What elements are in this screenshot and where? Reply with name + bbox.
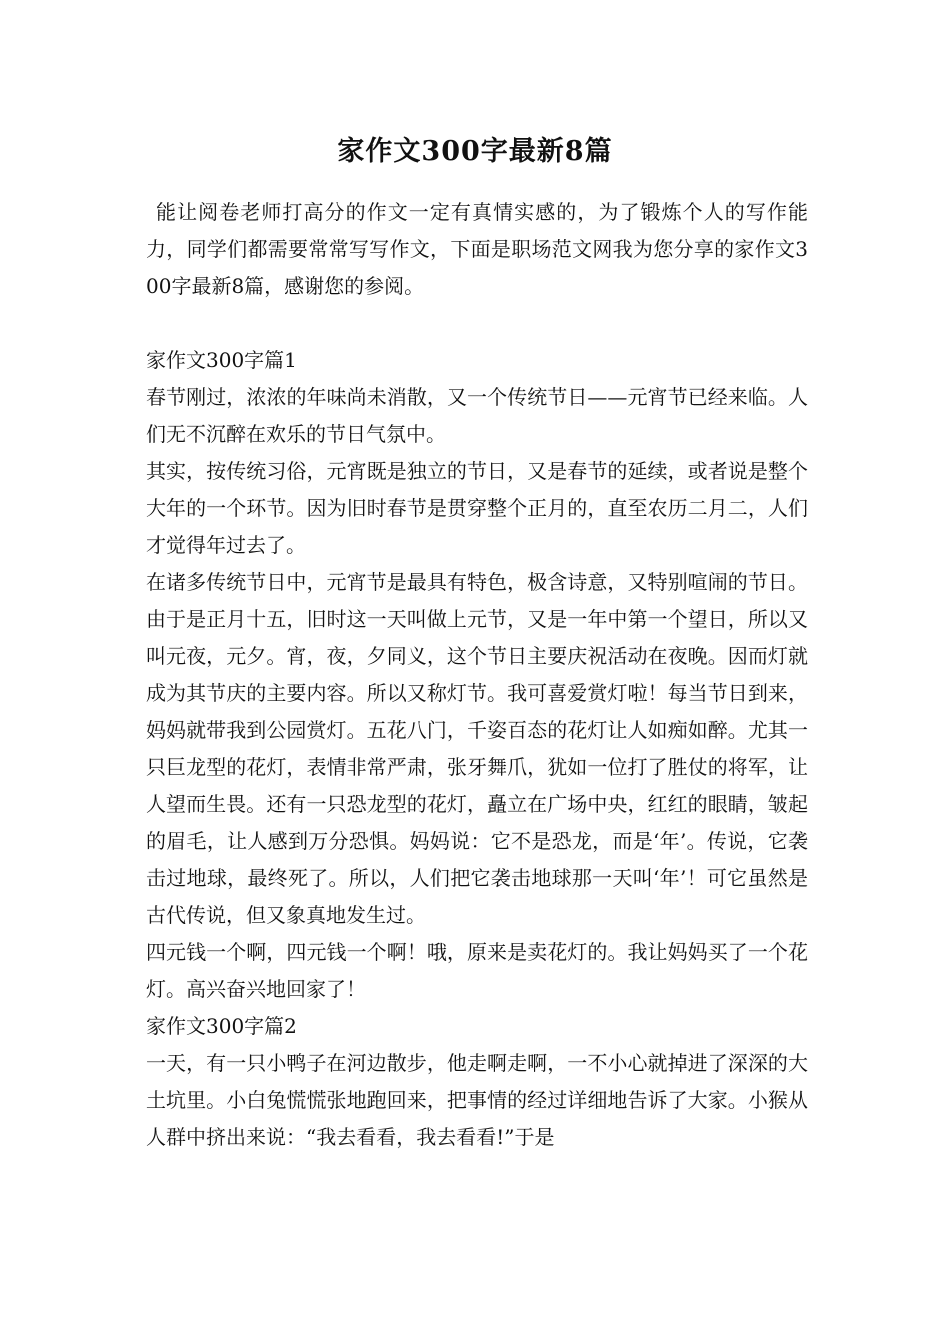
section-paragraph: 一天，有一只小鸭子在河边散步，他走啊走啊，一不小心就掉进了深深的大土坑里。小白兔慌慌张地跑回来，把事情的经过详细地告诉了大家。小猴从人群中挤出来说：“我去看看，我去看看!”于是 [146,1051,808,1149]
section-paragraph: 春节刚过，浓浓的年味尚未消散，又一个传统节日——元宵节已经来临。人们无不沉醉在欢乐的节日气氛中。 [146,385,808,446]
section-paragraph: 四元钱一个啊，四元钱一个啊！哦，原来是卖花灯的。我让妈妈买了一个花灯。高兴奋兴地回家了！ [146,940,808,1001]
section-paragraph: 其实，按传统习俗，元宵既是独立的节日，又是春节的延续，或者说是整个大年的一个环节。因为旧时春节是贯穿整个正月的，直至农历二月二，人们才觉得年过去了。 [146,459,808,557]
section-1 [146,342,808,1008]
section-heading: 家作文300字篇1 [146,348,297,372]
section-paragraph: 在诸多传统节日中，元宵节是最具有特色，极含诗意，又特别喧闹的节日。由于是正月十五，旧时这一天叫做上元节，又是一年中第一个望日，所以又叫元夜，元夕。宵，夜，夕同义，这个节日主要庆祝活动在夜晚。因而灯就成为其节庆的主要内容。所以又称灯节。我可喜爱赏灯啦！每当节日到来，妈妈就带我到公园赏灯。五花八门，千姿百态的花灯让人如痴如醉。尤其一只巨龙型的花灯，表情非常严肃，张牙舞爪，犹如一位打了胜仗的将军，让人望而生畏。还有一只恐龙型的花灯，矗立在广场中央，红红的眼睛，皱起的眉毛，让人感到万分恐惧。妈妈说：它不是恐龙，而是‘年’。传说，它袭击过地球，最终死了。所以，人们把它袭击地球那一天叫‘年’！可它虽然是古代传说，但又象真地发生过。 [146,570,808,927]
section-heading: 家作文300字篇2 [146,1014,297,1038]
document-body [146,194,808,1156]
intro-paragraph: 能让阅卷老师打高分的作文一定有真情实感的，为了锻炼个人的写作能力，同学们都需要常常写写作文，下面是职场范文网我为您分享的家作文300字最新8篇，感谢您的参阅。 [146,200,808,298]
document-title: 家作文300字最新8篇 [337,136,613,167]
section-2 [146,1008,808,1156]
paragraph-gap [146,305,808,342]
